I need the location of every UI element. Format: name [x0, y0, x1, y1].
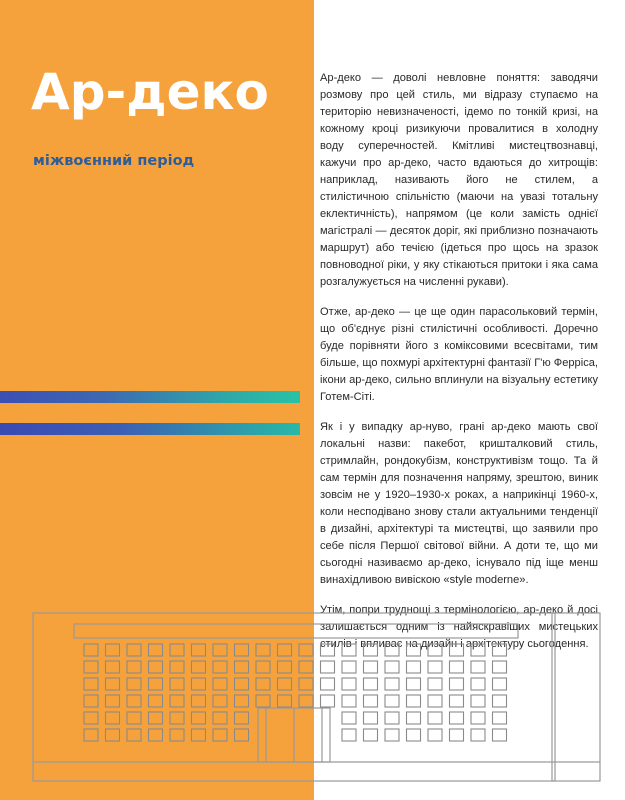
building-window	[192, 661, 206, 673]
building-window	[84, 695, 98, 707]
building-window	[342, 712, 356, 724]
building-window	[385, 644, 399, 656]
building-window	[106, 678, 120, 690]
building-window	[493, 729, 507, 741]
building-window	[213, 695, 227, 707]
building-window	[235, 712, 249, 724]
building-window	[364, 661, 378, 673]
building-window	[493, 712, 507, 724]
building-roof	[74, 624, 518, 638]
page-title: Ар-деко	[31, 63, 269, 121]
gradient-stripe-bottom	[0, 423, 300, 435]
building-window	[149, 644, 163, 656]
building-window	[149, 712, 163, 724]
building-window	[385, 661, 399, 673]
building-window	[106, 661, 120, 673]
building-window	[385, 678, 399, 690]
building-window	[170, 729, 184, 741]
building-window	[256, 644, 270, 656]
building-window	[385, 729, 399, 741]
building-window	[428, 712, 442, 724]
building-window	[127, 661, 141, 673]
building-window	[321, 644, 335, 656]
building-window	[127, 644, 141, 656]
building-window	[364, 678, 378, 690]
building-window	[428, 678, 442, 690]
body-text	[320, 70, 598, 666]
building-window	[407, 678, 421, 690]
building-window	[299, 678, 313, 690]
building-window	[342, 729, 356, 741]
building-window	[213, 712, 227, 724]
building-window	[170, 678, 184, 690]
building-window	[342, 695, 356, 707]
building-window	[170, 712, 184, 724]
building-window	[256, 661, 270, 673]
building-window	[428, 644, 442, 656]
building-window	[149, 729, 163, 741]
building-window	[278, 644, 292, 656]
building-window	[84, 678, 98, 690]
building-window	[84, 729, 98, 741]
building-window	[106, 695, 120, 707]
building-window	[235, 729, 249, 741]
building-window	[127, 729, 141, 741]
building-window	[342, 661, 356, 673]
building-window	[149, 695, 163, 707]
building-window	[256, 695, 270, 707]
building-window	[278, 661, 292, 673]
building-window	[235, 678, 249, 690]
building-window	[235, 661, 249, 673]
building-window	[127, 678, 141, 690]
building-window	[213, 644, 227, 656]
building-window	[235, 644, 249, 656]
building-window	[471, 644, 485, 656]
building-window	[84, 661, 98, 673]
building-window	[192, 695, 206, 707]
building-window	[407, 729, 421, 741]
building-window	[407, 695, 421, 707]
paragraph-1: Ар-деко — доволі невловне поняття: заводячи розмову про цей стиль, ми відразу ступаємо на територію невизначеності, ідемо по тонкій кризі, на кожному кроці ризикуючи провалитися в холодну воду суперечностей. Кмітливі мистецтвознавці, кажучи про ар-деко, часто вдаються до хитрощів: наприклад, називають його не стилем, а стилістичною спільністю (маючи на увазі тотальну еклектичність), напрямом (це коли замість однієї магістралі — десяток доріг, які приблизно позначають маршрут) або течією (ідеться про щось на зразок повноводної ріки, у яку стікаються притоки і яка сама розгалужується на численні рукави).	[320, 72, 598, 288]
building-window	[213, 678, 227, 690]
building-window	[364, 644, 378, 656]
building-window	[407, 661, 421, 673]
building-window	[385, 695, 399, 707]
building-window	[471, 661, 485, 673]
building-window	[385, 712, 399, 724]
building-window	[299, 644, 313, 656]
building-window	[106, 729, 120, 741]
building-window	[106, 644, 120, 656]
building-window	[450, 678, 464, 690]
building-window	[407, 644, 421, 656]
building-window	[149, 678, 163, 690]
building-window	[471, 729, 485, 741]
building-window	[192, 678, 206, 690]
building-window	[321, 695, 335, 707]
building-window	[364, 695, 378, 707]
building-window	[471, 678, 485, 690]
page-subtitle: міжвоєнний період	[33, 153, 195, 169]
building-window	[428, 695, 442, 707]
building-window	[149, 661, 163, 673]
building-window	[256, 678, 270, 690]
building-window	[428, 729, 442, 741]
building-window	[450, 712, 464, 724]
building-window	[127, 712, 141, 724]
building-window	[342, 678, 356, 690]
paragraph-2: Отже, ар-деко — це ще один парасольковий термін, що об'єднує різні стилістичні особливості. Доречно буде порівняти його з коміксовими всесвітами, тим більше, що похмурі архітектурні фантазії Г'ю Ферріса, ікони ар-деко, сильно вплинули на візуальну естетику Готем-Сіті.	[320, 306, 598, 403]
building-window	[192, 712, 206, 724]
building-window	[278, 678, 292, 690]
building-window	[192, 644, 206, 656]
building-window	[299, 695, 313, 707]
building-window	[192, 729, 206, 741]
paragraph-3: Як і у випадку ар-нуво, грані ар-деко мають свої локальні назви: пакебот, кришталковий стиль, стримлайн, рондокубізм, конструктивізм тощо. Та й сам термін для позначення напряму, зрештою, виник зовсім не у 1920–1930-х роках, а наприкінці 1960-х, коли несподівано знову стали актуальними тенденції в дизайні, архітектурі та мистецтві, що заявили про себе після Першої світової війни. А доти те, що ми сьогодні називаємо ар-деко, існувало під іще менш винахідливою вивіскою «style moderne».	[320, 421, 598, 586]
building-window	[450, 695, 464, 707]
building-window	[84, 644, 98, 656]
building-window	[450, 729, 464, 741]
building-window	[471, 712, 485, 724]
building-window	[493, 678, 507, 690]
building-window	[493, 661, 507, 673]
building-window	[127, 695, 141, 707]
building-window	[321, 678, 335, 690]
building-window	[471, 695, 485, 707]
building-window	[213, 729, 227, 741]
building-window	[407, 712, 421, 724]
building-window	[493, 695, 507, 707]
building-window	[493, 644, 507, 656]
building-window	[364, 729, 378, 741]
building-window	[84, 712, 98, 724]
building-window	[450, 644, 464, 656]
building-window	[342, 644, 356, 656]
building-window	[364, 712, 378, 724]
building-window	[213, 661, 227, 673]
gradient-stripe-top	[0, 391, 300, 403]
building-window	[428, 661, 442, 673]
building-window	[299, 661, 313, 673]
building-window	[450, 661, 464, 673]
paragraph-4: Утім, попри труднощі з термінологією, ар-деко й досі залишається одним із найяскравіших мистецьких стилів і впливає на дизайн і архітектуру сьогодення.	[320, 604, 598, 650]
building-window	[278, 695, 292, 707]
building-illustration	[32, 612, 602, 784]
building-window	[170, 644, 184, 656]
building-window	[170, 661, 184, 673]
building-window	[106, 712, 120, 724]
building-window	[235, 695, 249, 707]
building-window	[321, 661, 335, 673]
building-window	[170, 695, 184, 707]
